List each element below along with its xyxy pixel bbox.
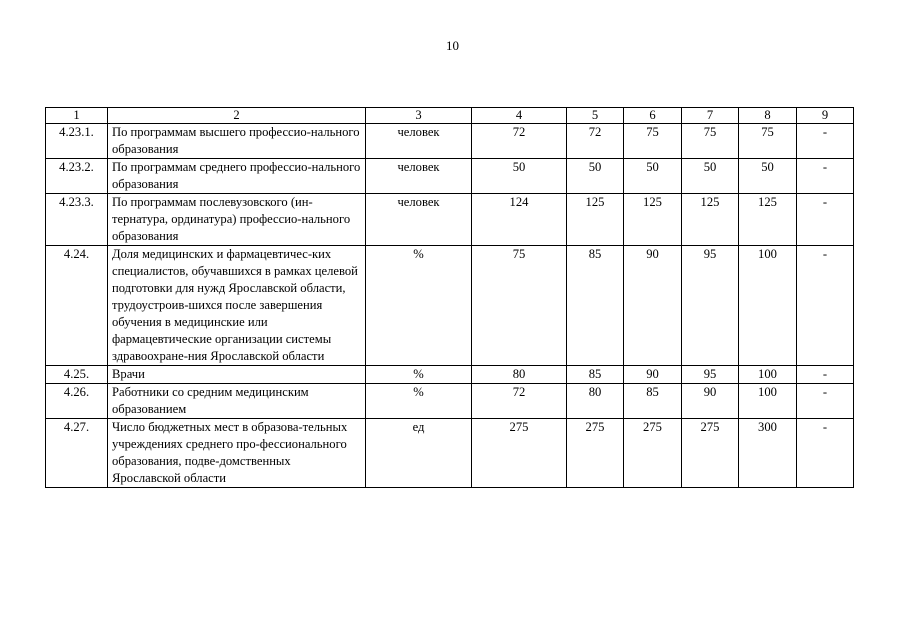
row-value: 50	[567, 159, 624, 194]
row-value: 100	[739, 246, 797, 366]
row-number: 4.23.1.	[46, 124, 108, 159]
column-header: 2	[108, 108, 366, 124]
row-name: По программам среднего профессио-нального образования	[108, 159, 366, 194]
row-name: По программам послевузовского (ин-тернатура, ординатура) профессио-нального образования	[108, 194, 366, 246]
row-value: 100	[739, 366, 797, 384]
table-row	[46, 159, 854, 194]
column-header: 9	[797, 108, 854, 124]
column-header: 5	[567, 108, 624, 124]
row-value: 90	[624, 366, 682, 384]
row-value: 85	[567, 246, 624, 366]
row-number: 4.27.	[46, 419, 108, 488]
row-name: Работники со средним медицинским образованием	[108, 384, 366, 419]
row-value: 72	[567, 124, 624, 159]
row-number: 4.25.	[46, 366, 108, 384]
row-value: 275	[624, 419, 682, 488]
row-value: 80	[472, 366, 567, 384]
row-unit: %	[366, 366, 472, 384]
table-row	[46, 384, 854, 419]
row-value: 85	[567, 366, 624, 384]
row-value: 100	[739, 384, 797, 419]
row-unit: человек	[366, 194, 472, 246]
row-value: 75	[624, 124, 682, 159]
column-header: 3	[366, 108, 472, 124]
row-name: Врачи	[108, 366, 366, 384]
column-header: 6	[624, 108, 682, 124]
row-value: 50	[739, 159, 797, 194]
row-value: 50	[682, 159, 739, 194]
row-value: -	[797, 246, 854, 366]
row-value: 95	[682, 366, 739, 384]
row-value: 50	[624, 159, 682, 194]
row-value: 275	[472, 419, 567, 488]
row-value: -	[797, 384, 854, 419]
column-header: 4	[472, 108, 567, 124]
row-value: 72	[472, 124, 567, 159]
row-value: -	[797, 419, 854, 488]
row-value: 85	[624, 384, 682, 419]
row-value: 124	[472, 194, 567, 246]
row-value: 90	[624, 246, 682, 366]
row-value: 275	[567, 419, 624, 488]
row-value: 90	[682, 384, 739, 419]
row-value: 75	[472, 246, 567, 366]
table-row	[46, 419, 854, 488]
row-value: 75	[682, 124, 739, 159]
row-value: 125	[682, 194, 739, 246]
row-value: 125	[624, 194, 682, 246]
row-value: 80	[567, 384, 624, 419]
row-number: 4.26.	[46, 384, 108, 419]
row-value: 125	[567, 194, 624, 246]
row-value: -	[797, 124, 854, 159]
row-unit: ед	[366, 419, 472, 488]
row-name: Доля медицинских и фармацевтичес-ких специалистов, обучавшихся в рамках целевой подготовки для нужд Ярославской области, трудоустроив-шихся после завершения обучения в медицинские или фармацевтические организации системы здравоохране-ния Ярославской области	[108, 246, 366, 366]
indicators-table	[45, 107, 854, 488]
row-value: 300	[739, 419, 797, 488]
row-value: 125	[739, 194, 797, 246]
column-header: 7	[682, 108, 739, 124]
row-unit: %	[366, 246, 472, 366]
row-unit: человек	[366, 124, 472, 159]
row-number: 4.23.3.	[46, 194, 108, 246]
row-value: 95	[682, 246, 739, 366]
row-value: 72	[472, 384, 567, 419]
column-header: 1	[46, 108, 108, 124]
row-unit: человек	[366, 159, 472, 194]
row-value: 275	[682, 419, 739, 488]
row-name: По программам высшего профессио-нального образования	[108, 124, 366, 159]
row-number: 4.23.2.	[46, 159, 108, 194]
row-value: -	[797, 366, 854, 384]
row-value: 75	[739, 124, 797, 159]
page-number: 10	[446, 38, 459, 53]
row-name: Число бюджетных мест в образова-тельных учреждениях среднего про-фессионального образования, подве-домственных Ярославской области	[108, 419, 366, 488]
table-row	[46, 194, 854, 246]
table-row	[46, 124, 854, 159]
row-value: 50	[472, 159, 567, 194]
row-unit: %	[366, 384, 472, 419]
table-header-row	[46, 108, 854, 124]
row-value: -	[797, 159, 854, 194]
table-row	[46, 246, 854, 366]
row-value: -	[797, 194, 854, 246]
column-header: 8	[739, 108, 797, 124]
row-number: 4.24.	[46, 246, 108, 366]
table-row	[46, 366, 854, 384]
